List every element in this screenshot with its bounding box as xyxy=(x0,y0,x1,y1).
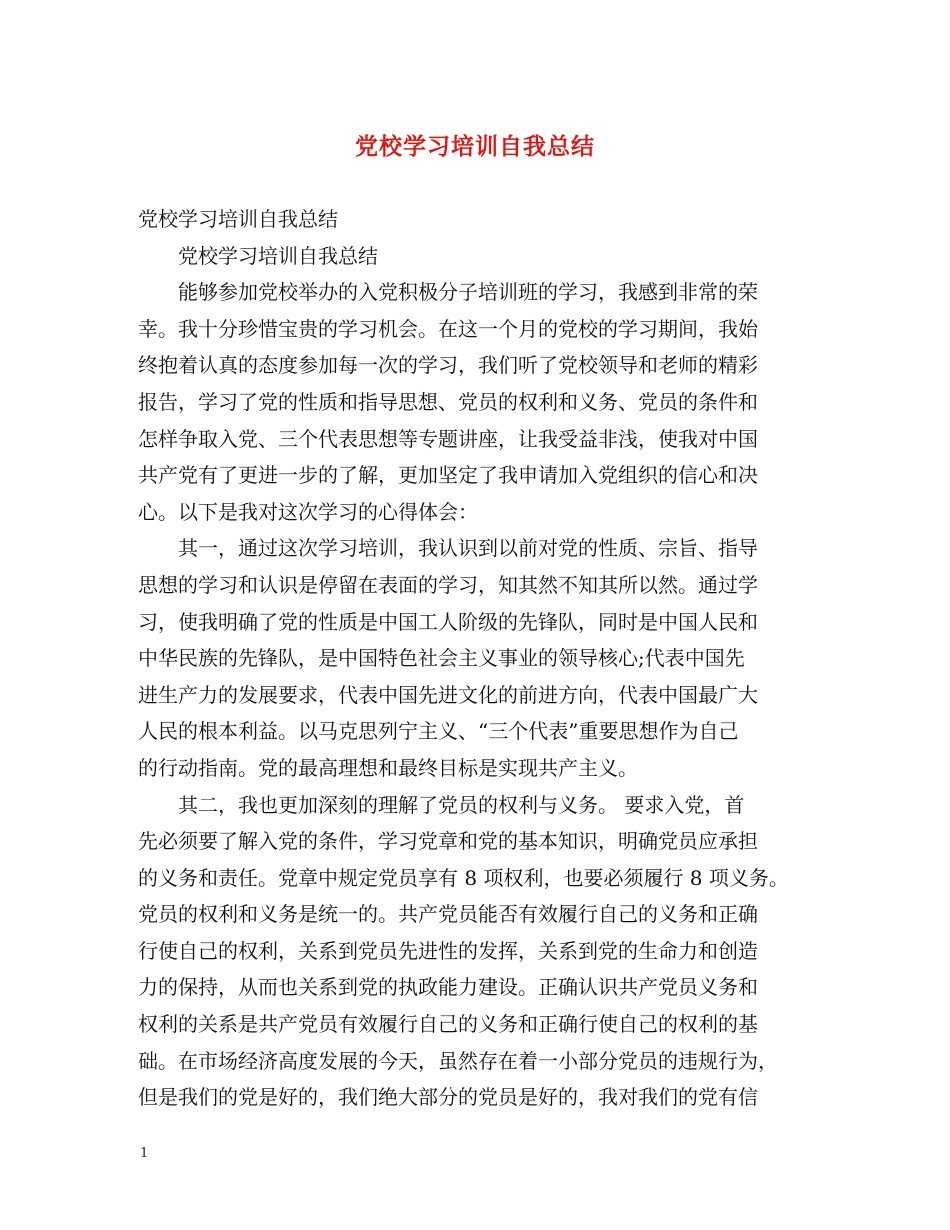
body-line: 进生产力的发展要求，代表中国先进文化的前进方向，代表中国最广大 xyxy=(138,682,758,707)
body-line: 心。以下是我对这次学习的心得体会： xyxy=(138,499,478,524)
body-line: 能够参加党校举办的入党积极分子培训班的学习，我感到非常的荣 xyxy=(138,280,758,305)
body-line: 先必须要了解入党的条件，学习党章和党的基本知识，明确党员应承担 xyxy=(138,829,758,854)
body-line: 力的保持，从而也关系到党的执政能力建设。正确认识共产党员义务和 xyxy=(138,975,758,1000)
body-line: 终抱着认真的态度参加每一次的学习，我们听了党校领导和老师的精彩 xyxy=(138,353,758,378)
body-line: 的行动指南。党的最高理想和最终目标是实现共产主义。 xyxy=(138,755,638,780)
body-line: 其一，通过这次学习培训，我认识到以前对党的性质、宗旨、指导 xyxy=(138,536,758,561)
body-line: 共产党有了更进一步的了解，更加坚定了我申请加入党组织的信心和决 xyxy=(138,463,758,488)
body-line: 权利的关系是共产党员有效履行自己的义务和正确行使自己的权利的基 xyxy=(138,1012,758,1037)
body-line: 党员的权利和义务是统一的。共产党员能否有效履行自己的义务和正确 xyxy=(138,902,758,927)
page-number: 1 xyxy=(140,1146,149,1161)
body-line: 怎样争取入党、三个代表思想等专题讲座，让我受益非浅，使我对中国 xyxy=(138,426,758,451)
body-line: 习，使我明确了党的性质是中国工人阶级的先锋队，同时是中国人民和 xyxy=(138,609,758,634)
body-line: 报告，学习了党的性质和指导思想、党员的权利和义务、党员的条件和 xyxy=(138,389,758,414)
body-line: 党校学习培训自我总结 xyxy=(138,243,378,268)
body-line: 础。在市场经济高度发展的今天，虽然存在着一小部分党员的违规行为， xyxy=(138,1048,778,1073)
body-line: 中华民族的先锋队，是中国特色社会主义事业的领导核心;代表中国先 xyxy=(138,646,745,671)
body-line: 人民的根本利益。以马克思列宁主义、“三个代表”重要思想作为自己 xyxy=(138,719,739,744)
document-body xyxy=(138,201,818,1116)
document-title: 党校学习培训自我总结 xyxy=(355,133,595,160)
body-line: 其二，我也更加深刻的理解了党员的权利与义务。 要求入党，首 xyxy=(138,792,745,817)
body-line: 行使自己的权利，关系到党员先进性的发挥，关系到党的生命力和创造 xyxy=(138,938,758,963)
body-line: 思想的学习和认识是停留在表面的学习，知其然不知其所以然。通过学 xyxy=(138,572,758,597)
body-line: 党校学习培训自我总结 xyxy=(138,207,338,231)
body-line: 但是我们的党是好的，我们绝大部分的党员是好的，我对我们的党有信 xyxy=(138,1085,758,1110)
body-line: 幸。我十分珍惜宝贵的学习机会。在这一个月的党校的学习期间，我始 xyxy=(138,316,758,341)
body-line: 的义务和责任。党章中规定党员享有 8 项权利，也要必须履行 8 项义务。 xyxy=(138,865,789,890)
